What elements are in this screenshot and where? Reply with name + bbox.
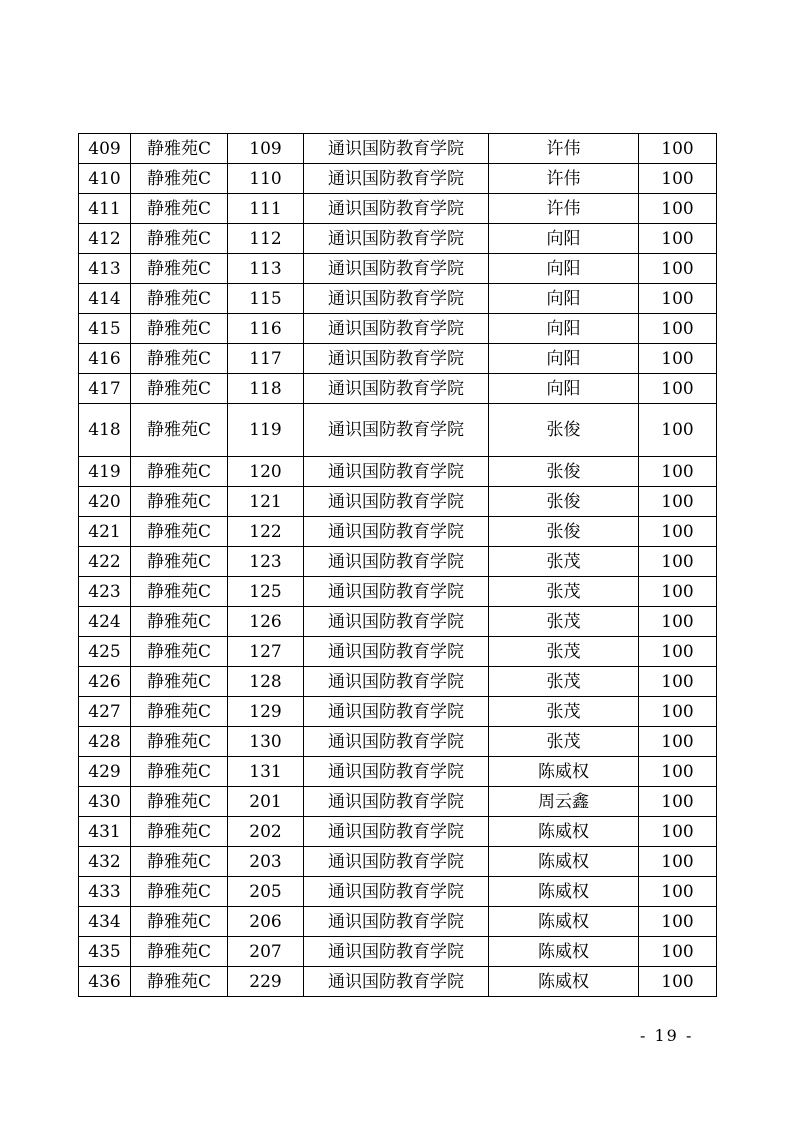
score-cell: 100 <box>639 194 717 224</box>
building-cell: 静雅苑C <box>131 164 228 194</box>
building-cell: 静雅苑C <box>131 134 228 164</box>
score-cell: 100 <box>639 817 717 847</box>
staff-name-cell: 陈威权 <box>489 757 639 787</box>
row-index-cell: 420 <box>79 487 131 517</box>
building-cell: 静雅苑C <box>131 817 228 847</box>
college-cell: 通识国防教育学院 <box>304 284 489 314</box>
college-cell: 通识国防教育学院 <box>304 817 489 847</box>
staff-name-cell: 张茂 <box>489 727 639 757</box>
row-index-cell: 428 <box>79 727 131 757</box>
table-row <box>79 937 717 967</box>
row-index-cell: 415 <box>79 314 131 344</box>
staff-name-cell: 向阳 <box>489 284 639 314</box>
room-cell: 123 <box>228 547 304 577</box>
score-cell: 100 <box>639 847 717 877</box>
room-cell: 130 <box>228 727 304 757</box>
table-row <box>79 487 717 517</box>
college-cell: 通识国防教育学院 <box>304 607 489 637</box>
room-cell: 118 <box>228 374 304 404</box>
building-cell: 静雅苑C <box>131 344 228 374</box>
college-cell: 通识国防教育学院 <box>304 937 489 967</box>
room-cell: 111 <box>228 194 304 224</box>
score-cell: 100 <box>639 404 717 457</box>
staff-name-cell: 许伟 <box>489 134 639 164</box>
college-cell: 通识国防教育学院 <box>304 374 489 404</box>
staff-name-cell: 张茂 <box>489 607 639 637</box>
table-row <box>79 457 717 487</box>
score-cell: 100 <box>639 164 717 194</box>
staff-name-cell: 张俊 <box>489 487 639 517</box>
score-cell: 100 <box>639 757 717 787</box>
score-cell: 100 <box>639 284 717 314</box>
room-cell: 131 <box>228 757 304 787</box>
building-cell: 静雅苑C <box>131 577 228 607</box>
row-index-cell: 427 <box>79 697 131 727</box>
college-cell: 通识国防教育学院 <box>304 404 489 457</box>
staff-name-cell: 陈威权 <box>489 967 639 997</box>
staff-name-cell: 向阳 <box>489 224 639 254</box>
room-cell: 122 <box>228 517 304 547</box>
college-cell: 通识国防教育学院 <box>304 224 489 254</box>
room-cell: 128 <box>228 667 304 697</box>
table-row <box>79 787 717 817</box>
row-index-cell: 422 <box>79 547 131 577</box>
staff-name-cell: 陈威权 <box>489 847 639 877</box>
building-cell: 静雅苑C <box>131 457 228 487</box>
building-cell: 静雅苑C <box>131 314 228 344</box>
building-cell: 静雅苑C <box>131 937 228 967</box>
building-cell: 静雅苑C <box>131 374 228 404</box>
score-cell: 100 <box>639 487 717 517</box>
building-cell: 静雅苑C <box>131 404 228 457</box>
building-cell: 静雅苑C <box>131 517 228 547</box>
table-row <box>79 284 717 314</box>
college-cell: 通识国防教育学院 <box>304 667 489 697</box>
table-row <box>79 547 717 577</box>
staff-name-cell: 陈威权 <box>489 877 639 907</box>
score-cell: 100 <box>639 787 717 817</box>
college-cell: 通识国防教育学院 <box>304 547 489 577</box>
staff-name-cell: 张茂 <box>489 637 639 667</box>
table-row <box>79 194 717 224</box>
row-index-cell: 419 <box>79 457 131 487</box>
college-cell: 通识国防教育学院 <box>304 344 489 374</box>
college-cell: 通识国防教育学院 <box>304 787 489 817</box>
row-index-cell: 431 <box>79 817 131 847</box>
staff-name-cell: 向阳 <box>489 254 639 284</box>
score-cell: 100 <box>639 727 717 757</box>
row-index-cell: 416 <box>79 344 131 374</box>
college-cell: 通识国防教育学院 <box>304 457 489 487</box>
table-row <box>79 517 717 547</box>
table-row <box>79 877 717 907</box>
score-cell: 100 <box>639 224 717 254</box>
building-cell: 静雅苑C <box>131 727 228 757</box>
room-cell: 119 <box>228 404 304 457</box>
building-cell: 静雅苑C <box>131 254 228 284</box>
room-cell: 127 <box>228 637 304 667</box>
table-row <box>79 757 717 787</box>
building-cell: 静雅苑C <box>131 194 228 224</box>
room-cell: 112 <box>228 224 304 254</box>
room-cell: 121 <box>228 487 304 517</box>
table-row <box>79 607 717 637</box>
row-index-cell: 433 <box>79 877 131 907</box>
table-row <box>79 577 717 607</box>
staff-name-cell: 张俊 <box>489 404 639 457</box>
table-row <box>79 404 717 457</box>
score-cell: 100 <box>639 374 717 404</box>
room-cell: 201 <box>228 787 304 817</box>
building-cell: 静雅苑C <box>131 907 228 937</box>
room-cell: 126 <box>228 607 304 637</box>
college-cell: 通识国防教育学院 <box>304 577 489 607</box>
score-cell: 100 <box>639 637 717 667</box>
staff-name-cell: 张茂 <box>489 697 639 727</box>
college-cell: 通识国防教育学院 <box>304 727 489 757</box>
row-index-cell: 412 <box>79 224 131 254</box>
table-row <box>79 224 717 254</box>
staff-name-cell: 张茂 <box>489 577 639 607</box>
table-body <box>79 134 717 997</box>
staff-name-cell: 向阳 <box>489 344 639 374</box>
building-cell: 静雅苑C <box>131 607 228 637</box>
college-cell: 通识国防教育学院 <box>304 134 489 164</box>
table-row <box>79 344 717 374</box>
building-cell: 静雅苑C <box>131 487 228 517</box>
row-index-cell: 421 <box>79 517 131 547</box>
college-cell: 通识国防教育学院 <box>304 907 489 937</box>
building-cell: 静雅苑C <box>131 547 228 577</box>
score-cell: 100 <box>639 667 717 697</box>
row-index-cell: 413 <box>79 254 131 284</box>
college-cell: 通识国防教育学院 <box>304 164 489 194</box>
table-row <box>79 907 717 937</box>
row-index-cell: 410 <box>79 164 131 194</box>
table-row <box>79 164 717 194</box>
table-row <box>79 667 717 697</box>
row-index-cell: 414 <box>79 284 131 314</box>
building-cell: 静雅苑C <box>131 667 228 697</box>
staff-name-cell: 张茂 <box>489 667 639 697</box>
row-index-cell: 417 <box>79 374 131 404</box>
table-row <box>79 967 717 997</box>
college-cell: 通识国防教育学院 <box>304 697 489 727</box>
room-cell: 125 <box>228 577 304 607</box>
table-row <box>79 254 717 284</box>
staff-name-cell: 向阳 <box>489 314 639 344</box>
staff-name-cell: 张俊 <box>489 457 639 487</box>
staff-name-cell: 许伟 <box>489 164 639 194</box>
room-cell: 115 <box>228 284 304 314</box>
college-cell: 通识国防教育学院 <box>304 314 489 344</box>
score-cell: 100 <box>639 877 717 907</box>
college-cell: 通识国防教育学院 <box>304 757 489 787</box>
building-cell: 静雅苑C <box>131 697 228 727</box>
score-cell: 100 <box>639 344 717 374</box>
dormitory-score-table <box>78 133 717 997</box>
college-cell: 通识国防教育学院 <box>304 194 489 224</box>
table-row <box>79 374 717 404</box>
score-cell: 100 <box>639 697 717 727</box>
table-row <box>79 817 717 847</box>
room-cell: 202 <box>228 817 304 847</box>
score-cell: 100 <box>639 547 717 577</box>
college-cell: 通识国防教育学院 <box>304 847 489 877</box>
building-cell: 静雅苑C <box>131 757 228 787</box>
room-cell: 110 <box>228 164 304 194</box>
table-row <box>79 134 717 164</box>
score-cell: 100 <box>639 517 717 547</box>
table-row <box>79 847 717 877</box>
score-cell: 100 <box>639 607 717 637</box>
table-row <box>79 727 717 757</box>
score-cell: 100 <box>639 937 717 967</box>
row-index-cell: 430 <box>79 787 131 817</box>
staff-name-cell: 陈威权 <box>489 817 639 847</box>
row-index-cell: 435 <box>79 937 131 967</box>
room-cell: 129 <box>228 697 304 727</box>
row-index-cell: 426 <box>79 667 131 697</box>
table-row <box>79 637 717 667</box>
score-cell: 100 <box>639 907 717 937</box>
staff-name-cell: 陈威权 <box>489 937 639 967</box>
score-cell: 100 <box>639 254 717 284</box>
room-cell: 203 <box>228 847 304 877</box>
score-cell: 100 <box>639 457 717 487</box>
building-cell: 静雅苑C <box>131 877 228 907</box>
row-index-cell: 409 <box>79 134 131 164</box>
staff-name-cell: 周云鑫 <box>489 787 639 817</box>
building-cell: 静雅苑C <box>131 847 228 877</box>
room-cell: 120 <box>228 457 304 487</box>
row-index-cell: 423 <box>79 577 131 607</box>
score-cell: 100 <box>639 577 717 607</box>
building-cell: 静雅苑C <box>131 224 228 254</box>
staff-name-cell: 向阳 <box>489 374 639 404</box>
room-cell: 229 <box>228 967 304 997</box>
row-index-cell: 434 <box>79 907 131 937</box>
staff-name-cell: 陈威权 <box>489 907 639 937</box>
page-number: - 19 - <box>640 1026 694 1045</box>
room-cell: 117 <box>228 344 304 374</box>
staff-name-cell: 许伟 <box>489 194 639 224</box>
data-table-container <box>78 133 716 997</box>
college-cell: 通识国防教育学院 <box>304 967 489 997</box>
room-cell: 207 <box>228 937 304 967</box>
building-cell: 静雅苑C <box>131 787 228 817</box>
table-row <box>79 697 717 727</box>
college-cell: 通识国防教育学院 <box>304 254 489 284</box>
row-index-cell: 432 <box>79 847 131 877</box>
college-cell: 通识国防教育学院 <box>304 517 489 547</box>
row-index-cell: 429 <box>79 757 131 787</box>
score-cell: 100 <box>639 134 717 164</box>
room-cell: 113 <box>228 254 304 284</box>
room-cell: 206 <box>228 907 304 937</box>
room-cell: 116 <box>228 314 304 344</box>
score-cell: 100 <box>639 314 717 344</box>
room-cell: 205 <box>228 877 304 907</box>
college-cell: 通识国防教育学院 <box>304 877 489 907</box>
row-index-cell: 425 <box>79 637 131 667</box>
row-index-cell: 418 <box>79 404 131 457</box>
staff-name-cell: 张俊 <box>489 517 639 547</box>
row-index-cell: 411 <box>79 194 131 224</box>
building-cell: 静雅苑C <box>131 284 228 314</box>
score-cell: 100 <box>639 967 717 997</box>
staff-name-cell: 张茂 <box>489 547 639 577</box>
room-cell: 109 <box>228 134 304 164</box>
college-cell: 通识国防教育学院 <box>304 487 489 517</box>
building-cell: 静雅苑C <box>131 967 228 997</box>
building-cell: 静雅苑C <box>131 637 228 667</box>
row-index-cell: 436 <box>79 967 131 997</box>
college-cell: 通识国防教育学院 <box>304 637 489 667</box>
row-index-cell: 424 <box>79 607 131 637</box>
table-row <box>79 314 717 344</box>
